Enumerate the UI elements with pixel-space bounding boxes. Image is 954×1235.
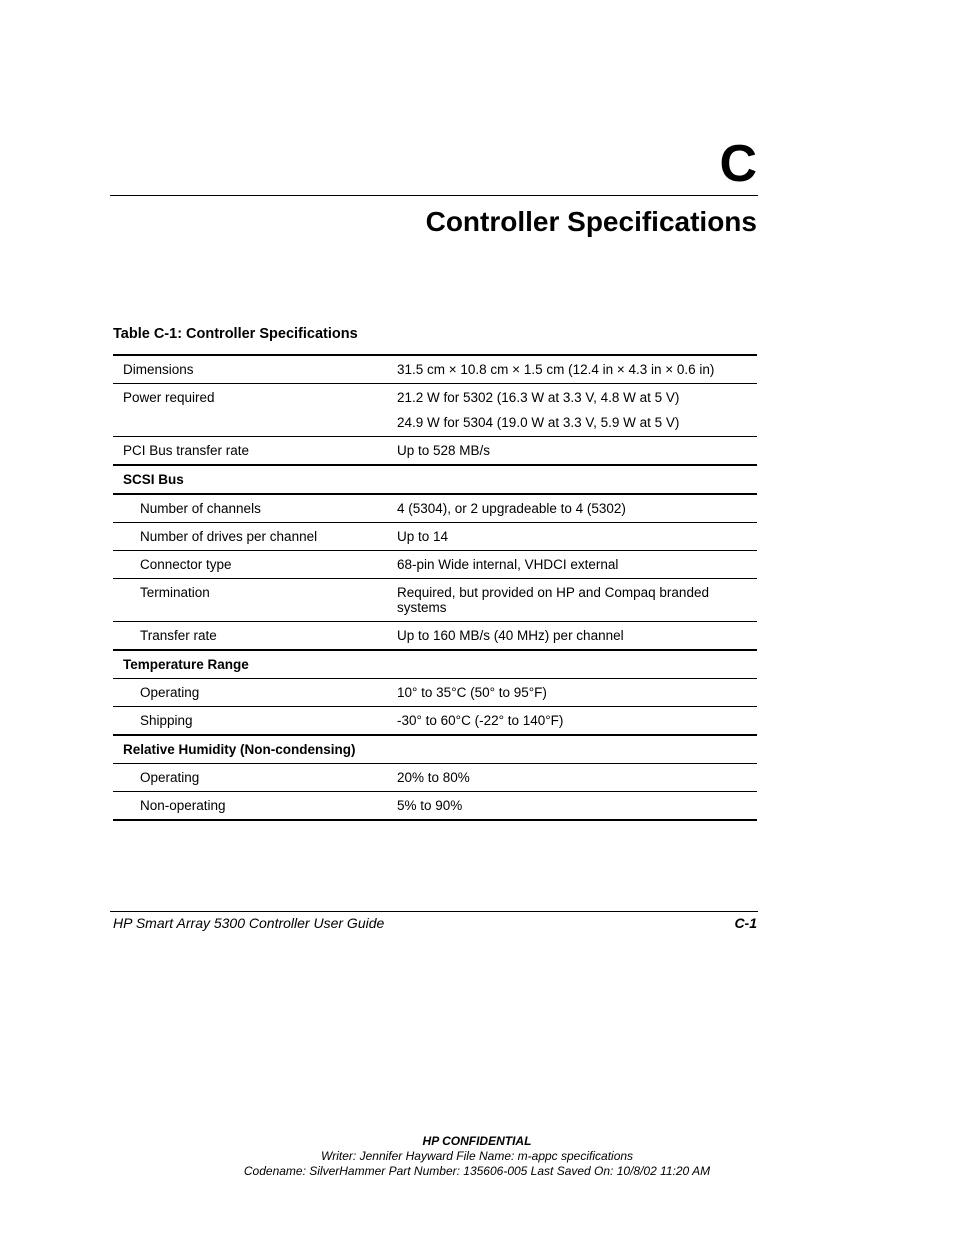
section-heading: SCSI Bus	[123, 472, 184, 487]
footer-guide-title: HP Smart Array 5300 Controller User Guide	[113, 915, 385, 931]
spec-label: Shipping	[140, 713, 193, 728]
table-row	[113, 579, 757, 622]
spec-value: 5% to 90%	[397, 798, 463, 813]
spec-label: PCI Bus transfer rate	[123, 443, 250, 458]
chapter-letter: C	[719, 135, 757, 193]
spec-value: 68-pin Wide internal, VHDCI external	[397, 557, 619, 572]
spec-label: Number of channels	[140, 501, 261, 516]
spec-label: Transfer rate	[140, 628, 217, 643]
spec-value: 31.5 cm × 10.8 cm × 1.5 cm (12.4 in × 4.3 in × 0.6 in)	[397, 362, 715, 377]
table-row	[113, 707, 757, 736]
writer-info: Writer: Jennifer Hayward File Name: m-appc specifications	[320, 1149, 634, 1163]
section-heading-row	[113, 651, 757, 679]
confidential-notice	[0, 1134, 954, 1179]
spec-label: Power required	[123, 390, 215, 405]
spec-value: Required, but provided on HP and Compaq branded systems	[397, 585, 709, 615]
table-row	[113, 792, 757, 819]
spec-value: 10° to 35°C (50° to 95°F)	[397, 685, 547, 700]
footer-page-number: C-1	[734, 915, 757, 931]
spec-value: -30° to 60°C (-22° to 140°F)	[397, 713, 564, 728]
spec-label: Dimensions	[123, 362, 194, 377]
spec-label: Operating	[140, 770, 200, 785]
table-row	[113, 622, 757, 651]
table-row	[113, 356, 757, 384]
table-row	[113, 764, 757, 792]
spec-value	[397, 384, 757, 436]
footer-divider	[110, 911, 758, 912]
spec-value: Up to 160 MB/s (40 MHz) per channel	[397, 628, 624, 643]
table-row	[113, 679, 757, 707]
codename-info: Codename: SilverHammer Part Number: 135606-005 Last Saved On: 10/8/02 11:20 AM	[243, 1164, 711, 1178]
section-heading-row	[113, 466, 757, 495]
table-row	[113, 495, 757, 523]
table-row	[113, 384, 757, 437]
spec-label: Non-operating	[140, 798, 226, 813]
confidential-label: HP CONFIDENTIAL	[422, 1134, 532, 1148]
spec-label: Connector type	[140, 557, 232, 572]
table-caption: Table C-1: Controller Specifications	[113, 326, 358, 342]
table-row	[113, 437, 757, 466]
table-row	[113, 523, 757, 551]
spec-value: 4 (5304), or 2 upgradeable to 4 (5302)	[397, 501, 626, 516]
spec-value: Up to 528 MB/s	[397, 443, 491, 458]
section-heading: Relative Humidity (Non-condensing)	[123, 742, 356, 757]
spec-value-line: 21.2 W for 5302 (16.3 W at 3.3 V, 4.8 W at 5 V)	[397, 390, 680, 405]
table-row	[113, 551, 757, 579]
section-heading-row	[113, 736, 757, 764]
spec-label: Number of drives per channel	[140, 529, 318, 544]
spec-value: Up to 14	[397, 529, 449, 544]
chapter-divider	[110, 195, 758, 196]
chapter-title: Controller Specifications	[425, 206, 757, 237]
spec-label: Operating	[140, 685, 200, 700]
spec-label: Termination	[140, 585, 210, 600]
spec-value: 20% to 80%	[397, 770, 470, 785]
section-heading: Temperature Range	[123, 657, 249, 672]
specifications-table	[113, 354, 757, 821]
spec-value-line: 24.9 W for 5304 (19.0 W at 3.3 V, 5.9 W at 5 V)	[397, 415, 680, 430]
